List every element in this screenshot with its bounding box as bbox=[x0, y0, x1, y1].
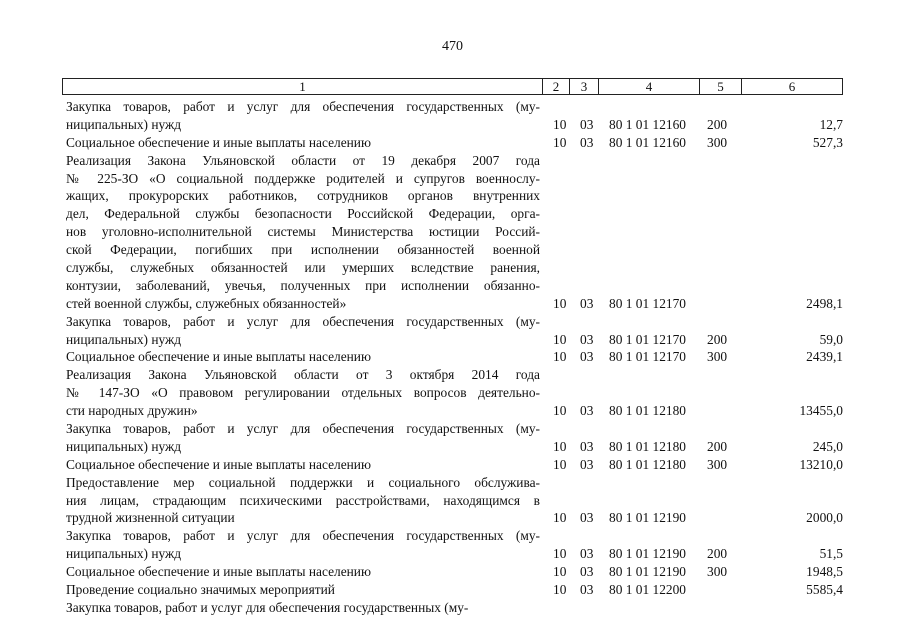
row-line bbox=[0, 187, 905, 205]
section-code: 10 bbox=[553, 295, 567, 311]
header-col-2: 2 bbox=[542, 79, 569, 94]
row-line bbox=[0, 348, 905, 366]
subsection-code: 03 bbox=[580, 438, 594, 454]
row-description: ниципальных) нужд bbox=[66, 116, 182, 132]
row-description: нов уголовно-исполнительной системы Министерства юстиции Россий- bbox=[66, 224, 540, 240]
row-line bbox=[0, 313, 905, 331]
section-code: 10 bbox=[553, 456, 567, 472]
target-item-code: 80 1 01 12200 bbox=[609, 582, 686, 598]
row-description: жащих, прокурорских работников, сотрудников органов внутренних bbox=[66, 188, 540, 204]
amount: 12,7 bbox=[819, 116, 843, 132]
table-row bbox=[0, 420, 905, 456]
target-item-code: 80 1 01 12160 bbox=[609, 116, 686, 132]
row-line bbox=[0, 563, 905, 581]
table-row bbox=[0, 313, 905, 349]
row-line bbox=[0, 366, 905, 384]
row-description: сти народных дружин» bbox=[66, 403, 198, 419]
expense-type-code: 200 bbox=[707, 546, 728, 562]
amount: 13455,0 bbox=[799, 403, 843, 419]
amount: 5585,4 bbox=[806, 582, 843, 598]
expense-type-code: 300 bbox=[707, 456, 728, 472]
row-description: трудной жизненной ситуации bbox=[66, 510, 235, 526]
table-row bbox=[0, 599, 905, 617]
table-row bbox=[0, 348, 905, 366]
table-row bbox=[0, 456, 905, 474]
section-code: 10 bbox=[553, 510, 567, 526]
amount: 527,3 bbox=[812, 134, 843, 150]
row-description: ниципальных) нужд bbox=[66, 331, 182, 347]
header-col-1: 1 bbox=[299, 79, 306, 94]
subsection-code: 03 bbox=[580, 456, 594, 472]
expense-type-code: 300 bbox=[707, 564, 728, 580]
section-code: 10 bbox=[553, 403, 567, 419]
row-line bbox=[0, 170, 905, 188]
table-row bbox=[0, 366, 905, 420]
table-header bbox=[62, 78, 843, 95]
header-col-3: 3 bbox=[569, 79, 598, 94]
amount: 245,0 bbox=[812, 438, 843, 454]
target-item-code: 80 1 01 12180 bbox=[609, 438, 686, 454]
row-description: Социальное обеспечение и иные выплаты населению bbox=[66, 134, 371, 150]
row-line bbox=[0, 116, 905, 134]
table-row bbox=[0, 134, 905, 152]
subsection-code: 03 bbox=[580, 510, 594, 526]
section-code: 10 bbox=[553, 546, 567, 562]
amount: 2498,1 bbox=[806, 295, 843, 311]
row-line bbox=[0, 492, 905, 510]
subsection-code: 03 bbox=[580, 403, 594, 419]
table-row bbox=[0, 152, 905, 313]
row-description: Реализация Закона Ульяновской области от 3 октября 2014 года bbox=[66, 367, 540, 383]
amount: 51,5 bbox=[819, 546, 843, 562]
row-description: службы, служебных обязанностей или умерших вследствие ранения, bbox=[66, 260, 540, 276]
target-item-code: 80 1 01 12160 bbox=[609, 134, 686, 150]
expense-type-code: 300 bbox=[707, 349, 728, 365]
target-item-code: 80 1 01 12170 bbox=[609, 295, 686, 311]
row-description: ниципальных) нужд bbox=[66, 438, 182, 454]
subsection-code: 03 bbox=[580, 116, 594, 132]
expense-type-code: 200 bbox=[707, 331, 728, 347]
table-row bbox=[0, 563, 905, 581]
row-description: Закупка товаров, работ и услуг для обеспечения государственных (му- bbox=[66, 599, 469, 615]
row-description: Социальное обеспечение и иные выплаты населению bbox=[66, 456, 371, 472]
expense-type-code: 300 bbox=[707, 134, 728, 150]
subsection-code: 03 bbox=[580, 546, 594, 562]
subsection-code: 03 bbox=[580, 134, 594, 150]
row-description: № 147-ЗО «О правовом регулировании отдельных вопросов деятельно- bbox=[66, 385, 540, 401]
table-row bbox=[0, 98, 905, 134]
row-line bbox=[0, 98, 905, 116]
row-line bbox=[0, 456, 905, 474]
row-description: Предоставление мер социальной поддержки и социального обслужива- bbox=[66, 474, 540, 490]
subsection-code: 03 bbox=[580, 582, 594, 598]
target-item-code: 80 1 01 12170 bbox=[609, 349, 686, 365]
header-col-4: 4 bbox=[598, 79, 699, 94]
header-col-6: 6 bbox=[741, 79, 842, 94]
budget-table-body bbox=[0, 98, 905, 617]
row-line bbox=[0, 384, 905, 402]
subsection-code: 03 bbox=[580, 295, 594, 311]
header-col-5: 5 bbox=[699, 79, 741, 94]
row-description: Социальное обеспечение и иные выплаты населению bbox=[66, 564, 371, 580]
row-description: № 225-ЗО «О социальной поддержке родителей и супругов военнослу- bbox=[66, 170, 540, 186]
row-description: дел, Федеральной службы безопасности Российской Федерации, орга- bbox=[66, 206, 540, 222]
row-line bbox=[0, 438, 905, 456]
row-line bbox=[0, 277, 905, 295]
amount: 1948,5 bbox=[806, 564, 843, 580]
section-code: 10 bbox=[553, 116, 567, 132]
row-line bbox=[0, 527, 905, 545]
amount: 2000,0 bbox=[806, 510, 843, 526]
row-description: стей военной службы, служебных обязанностей» bbox=[66, 295, 347, 311]
row-line bbox=[0, 581, 905, 599]
target-item-code: 80 1 01 12190 bbox=[609, 564, 686, 580]
row-description: Закупка товаров, работ и услуг для обеспечения государственных (му- bbox=[66, 421, 540, 437]
section-code: 10 bbox=[553, 582, 567, 598]
section-code: 10 bbox=[553, 564, 567, 580]
row-line bbox=[0, 134, 905, 152]
row-line bbox=[0, 402, 905, 420]
row-description: Закупка товаров, работ и услуг для обеспечения государственных (му- bbox=[66, 313, 540, 329]
row-line bbox=[0, 474, 905, 492]
table-row bbox=[0, 581, 905, 599]
row-description: ниципальных) нужд bbox=[66, 546, 182, 562]
row-line bbox=[0, 509, 905, 527]
target-item-code: 80 1 01 12190 bbox=[609, 510, 686, 526]
row-line bbox=[0, 331, 905, 349]
amount: 2439,1 bbox=[806, 349, 843, 365]
section-code: 10 bbox=[553, 134, 567, 150]
section-code: 10 bbox=[553, 331, 567, 347]
amount: 59,0 bbox=[819, 331, 843, 347]
row-description: Социальное обеспечение и иные выплаты населению bbox=[66, 349, 371, 365]
subsection-code: 03 bbox=[580, 331, 594, 347]
row-line bbox=[0, 259, 905, 277]
target-item-code: 80 1 01 12180 bbox=[609, 456, 686, 472]
target-item-code: 80 1 01 12190 bbox=[609, 546, 686, 562]
page-number: 470 bbox=[442, 39, 463, 54]
subsection-code: 03 bbox=[580, 564, 594, 580]
row-line bbox=[0, 223, 905, 241]
expense-type-code: 200 bbox=[707, 438, 728, 454]
row-description: Реализация Закона Ульяновской области от 19 декабря 2007 года bbox=[66, 152, 540, 168]
row-line bbox=[0, 545, 905, 563]
section-code: 10 bbox=[553, 349, 567, 365]
row-line bbox=[0, 241, 905, 259]
row-description: контузии, заболеваний, увечья, полученных при исполнении обязанно- bbox=[66, 277, 540, 293]
row-description: ния лицам, страдающим психическими расстройствами, находящимся в bbox=[66, 492, 540, 508]
row-line bbox=[0, 205, 905, 223]
row-description: Проведение социально значимых мероприятий bbox=[66, 582, 335, 598]
table-row bbox=[0, 474, 905, 528]
subsection-code: 03 bbox=[580, 349, 594, 365]
row-description: ской Федерации, погибших при исполнении обязанностей военной bbox=[66, 242, 540, 258]
row-line bbox=[0, 295, 905, 313]
row-line bbox=[0, 599, 905, 617]
target-item-code: 80 1 01 12170 bbox=[609, 331, 686, 347]
row-line bbox=[0, 152, 905, 170]
target-item-code: 80 1 01 12180 bbox=[609, 403, 686, 419]
row-line bbox=[0, 420, 905, 438]
table-row bbox=[0, 527, 905, 563]
row-description: Закупка товаров, работ и услуг для обеспечения государственных (му- bbox=[66, 99, 540, 114]
expense-type-code: 200 bbox=[707, 116, 728, 132]
amount: 13210,0 bbox=[799, 456, 843, 472]
section-code: 10 bbox=[553, 438, 567, 454]
row-description: Закупка товаров, работ и услуг для обеспечения государственных (му- bbox=[66, 528, 540, 544]
